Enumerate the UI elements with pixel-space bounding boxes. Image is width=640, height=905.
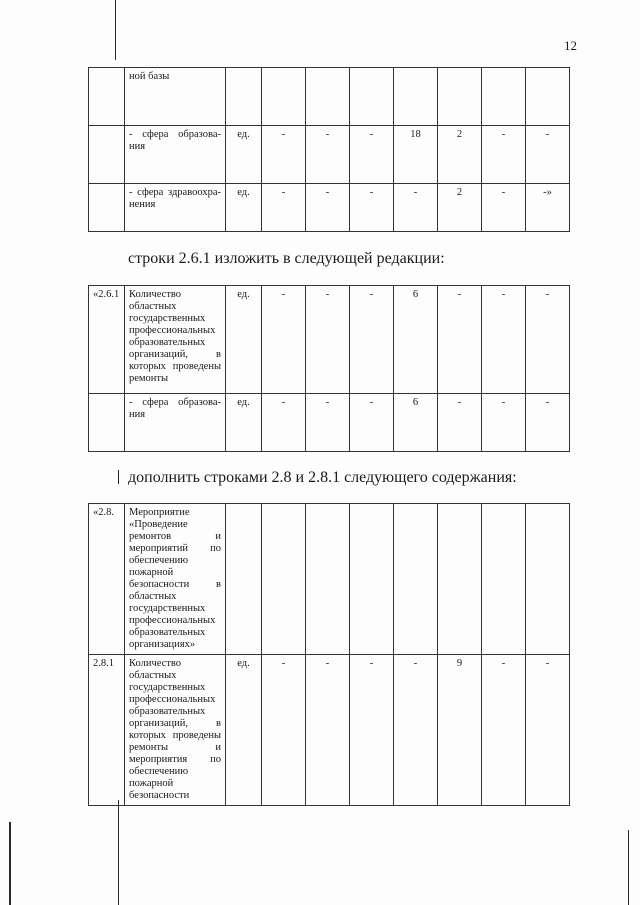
row-number: 2.8.1 bbox=[89, 655, 125, 806]
value-cell: - bbox=[262, 286, 306, 394]
table-section-2-6-1 bbox=[88, 285, 570, 452]
value-cell: - bbox=[306, 126, 350, 184]
value-cell: - bbox=[262, 126, 306, 184]
value-cell bbox=[306, 68, 350, 126]
value-cell: - bbox=[526, 655, 570, 806]
row-unit: ед. bbox=[226, 655, 262, 806]
value-cell: - bbox=[350, 184, 394, 232]
page-number: 12 bbox=[564, 38, 577, 53]
value-cell: - bbox=[526, 126, 570, 184]
value-cell: 6 bbox=[394, 286, 438, 394]
value-cell: - bbox=[262, 394, 306, 452]
value-cell bbox=[526, 504, 570, 655]
row-number: «2.6.1 bbox=[89, 286, 125, 394]
table-row bbox=[89, 655, 570, 806]
row-unit: ед. bbox=[226, 184, 262, 232]
row-number bbox=[89, 394, 125, 452]
value-cell: 2 bbox=[438, 126, 482, 184]
row-description: Мероприятие «Проведение ремонтов и мероприятий по обеспечению пожарной безопасности в областных государственных профессиональных образовательных организациях» bbox=[125, 504, 226, 655]
row-number bbox=[89, 126, 125, 184]
row-description: - сфера образова-ния bbox=[125, 394, 226, 452]
value-cell bbox=[350, 504, 394, 655]
value-cell bbox=[482, 68, 526, 126]
table-row bbox=[89, 126, 570, 184]
value-cell bbox=[438, 504, 482, 655]
table-section-top bbox=[88, 67, 570, 232]
row-description: Количество областных государственных профессиональных образовательных организаций, в которых проведены ремонты bbox=[125, 286, 226, 394]
table-row bbox=[89, 504, 570, 655]
row-number bbox=[89, 68, 125, 126]
value-cell bbox=[526, 68, 570, 126]
value-cell: - bbox=[350, 286, 394, 394]
value-cell bbox=[482, 504, 526, 655]
scan-edge-line-bottom bbox=[118, 800, 119, 905]
value-cell: - bbox=[438, 286, 482, 394]
scan-edge-line-left bbox=[9, 822, 11, 905]
value-cell: 9 bbox=[438, 655, 482, 806]
value-cell: - bbox=[394, 184, 438, 232]
value-cell bbox=[350, 68, 394, 126]
value-cell: 6 bbox=[394, 394, 438, 452]
value-cell bbox=[306, 504, 350, 655]
row-number bbox=[89, 184, 125, 232]
scan-edge-line-top bbox=[115, 0, 116, 60]
value-cell: - bbox=[350, 394, 394, 452]
row-unit: ед. bbox=[226, 286, 262, 394]
value-cell: - bbox=[482, 126, 526, 184]
value-cell bbox=[262, 504, 306, 655]
value-cell: - bbox=[482, 184, 526, 232]
row-unit: ед. bbox=[226, 394, 262, 452]
table-row bbox=[89, 68, 570, 126]
row-description: Количество областных государственных профессиональных образовательных организаций, в которых проведены ремонты и мероприятия по обеспечению пожарной безопасности bbox=[125, 655, 226, 806]
value-cell bbox=[262, 68, 306, 126]
value-cell: 2 bbox=[438, 184, 482, 232]
value-cell: - bbox=[438, 394, 482, 452]
table-section-2-8 bbox=[88, 503, 570, 806]
row-unit: ед. bbox=[226, 126, 262, 184]
value-cell: - bbox=[350, 655, 394, 806]
row-description: ной базы bbox=[125, 68, 226, 126]
value-cell: - bbox=[350, 126, 394, 184]
value-cell: - bbox=[306, 655, 350, 806]
value-cell: - bbox=[306, 286, 350, 394]
value-cell: - bbox=[262, 655, 306, 806]
value-cell bbox=[394, 504, 438, 655]
scan-edge-line-right bbox=[628, 830, 629, 905]
value-cell: 18 bbox=[394, 126, 438, 184]
value-cell: -» bbox=[526, 184, 570, 232]
value-cell: - bbox=[306, 184, 350, 232]
table-row bbox=[89, 286, 570, 394]
row-unit bbox=[226, 504, 262, 655]
value-cell: - bbox=[526, 394, 570, 452]
margin-mark bbox=[118, 470, 119, 484]
amendment-paragraph-2: дополнить строками 2.8 и 2.8.1 следующего содержания: bbox=[128, 469, 517, 486]
value-cell bbox=[438, 68, 482, 126]
row-unit bbox=[226, 68, 262, 126]
table-row bbox=[89, 394, 570, 452]
value-cell: - bbox=[482, 655, 526, 806]
row-description: - сфера здравоохра-нения bbox=[125, 184, 226, 232]
value-cell: - bbox=[526, 286, 570, 394]
table-row bbox=[89, 184, 570, 232]
value-cell: - bbox=[482, 394, 526, 452]
row-number: «2.8. bbox=[89, 504, 125, 655]
value-cell: - bbox=[262, 184, 306, 232]
value-cell bbox=[394, 68, 438, 126]
row-description: - сфера образова-ния bbox=[125, 126, 226, 184]
value-cell: - bbox=[306, 394, 350, 452]
value-cell: - bbox=[482, 286, 526, 394]
amendment-paragraph-1: строки 2.6.1 изложить в следующей редакции: bbox=[128, 250, 445, 267]
value-cell: - bbox=[394, 655, 438, 806]
